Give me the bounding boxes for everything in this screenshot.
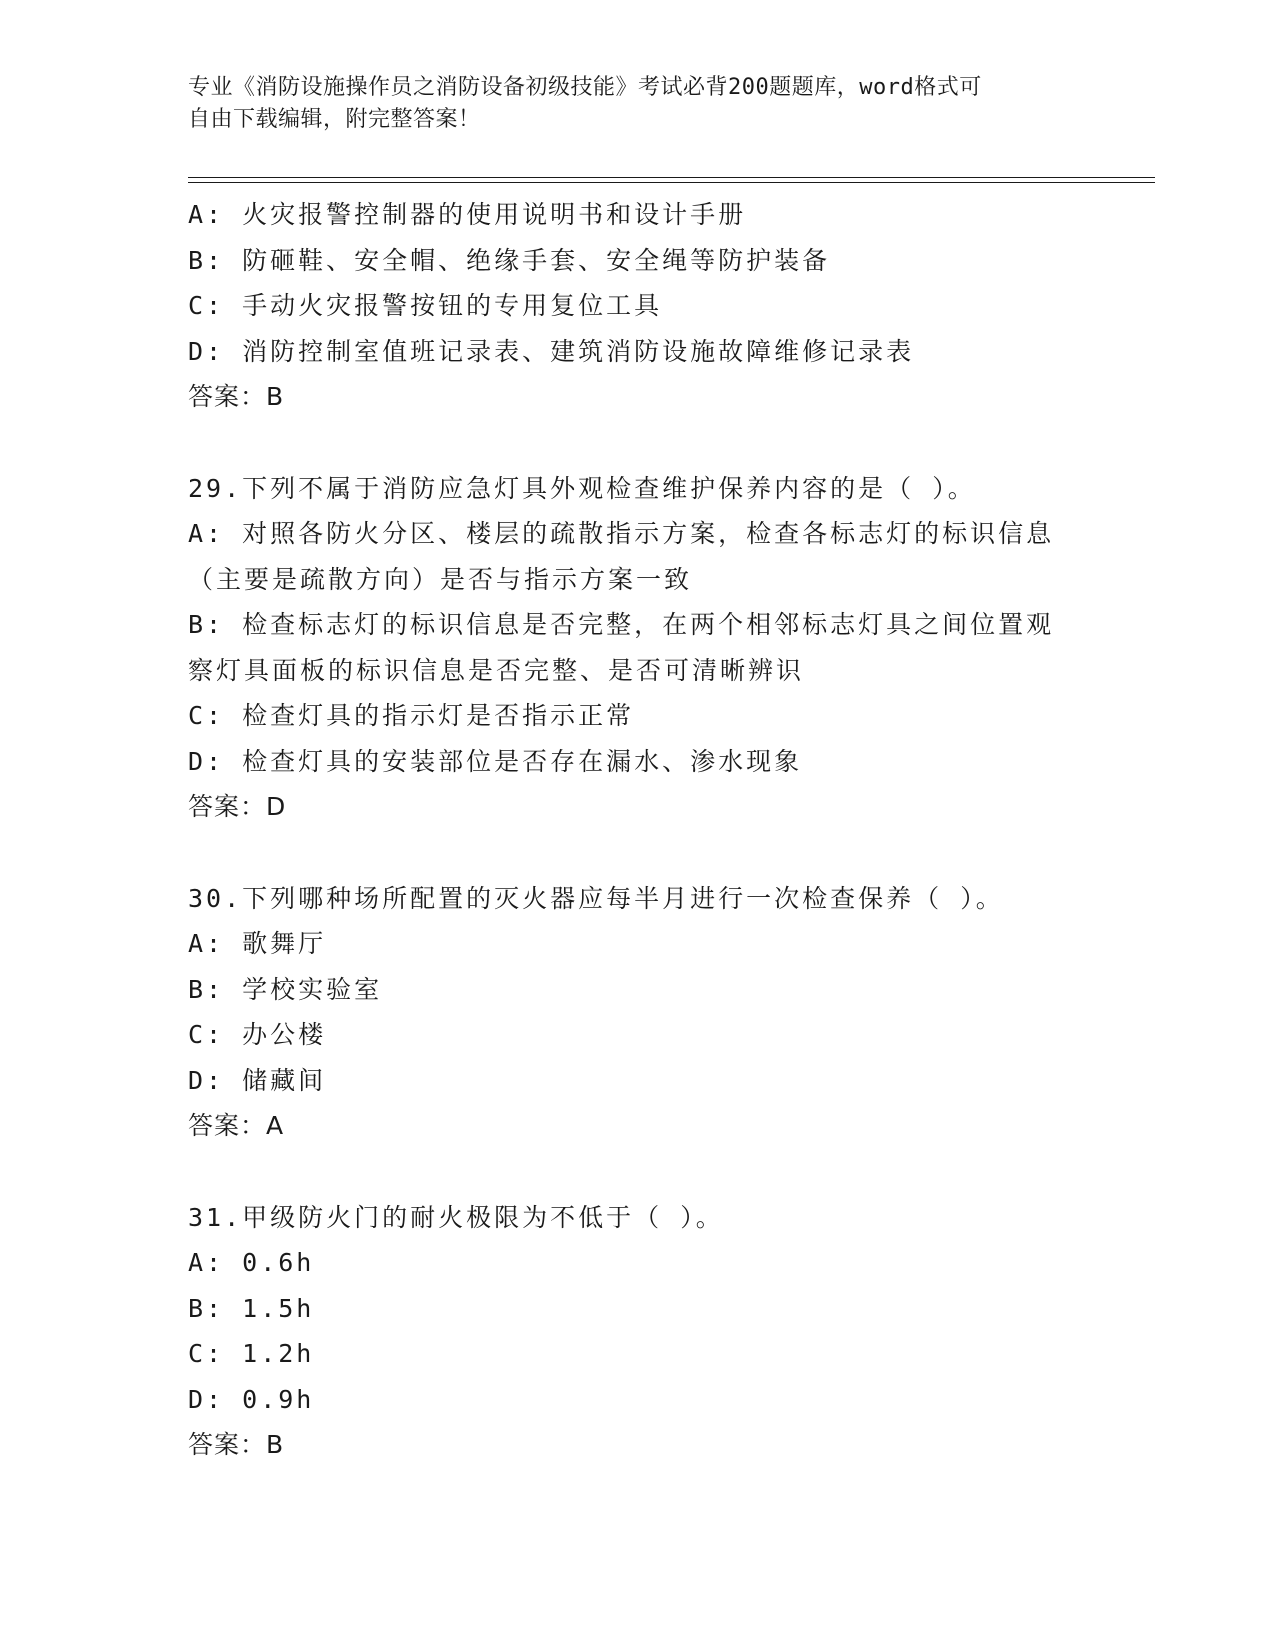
q29-answer: 答案：D	[188, 792, 287, 821]
q30-option-d: D: 储藏间	[188, 1065, 327, 1095]
header-divider-bottom	[188, 182, 1155, 183]
q29-option-a-continued: （主要是疏散方向）是否与指示方案一致	[188, 564, 693, 594]
question-31-block	[188, 1195, 1088, 1468]
q29-option-a: A: 对照各防火分区、楼层的疏散指示方案，检查各标志灯的标识信息	[188, 519, 1055, 548]
question-list	[188, 192, 1088, 1468]
q31-option-b: B: 1.5h	[188, 1293, 315, 1323]
q30-question-text: 30.下列哪种场所配置的灭火器应每半月进行一次检查保养（ ）。	[188, 883, 1004, 913]
question-29-block	[188, 466, 1088, 830]
q29-question-text: 29.下列不属于消防应急灯具外观检查维护保养内容的是（ ）。	[188, 473, 976, 503]
q30-answer: 答案：A	[188, 1111, 285, 1140]
q31-option-c: C: 1.2h	[188, 1339, 315, 1368]
q29-option-c: C: 检查灯具的指示灯是否指示正常	[188, 701, 635, 730]
q29-option-d: D: 检查灯具的安装部位是否存在漏水、渗水现象	[188, 746, 803, 776]
header-divider-top	[188, 177, 1155, 178]
q31-option-a: A: 0.6h	[188, 1248, 315, 1277]
q30-option-c: C: 办公楼	[188, 1020, 327, 1049]
q31-answer: 答案：B	[188, 1430, 285, 1459]
document-header: 专业《消防设施操作员之消防设备初级技能》考试必背200题题库，word格式可 自由下载编辑，附完整答案！	[188, 75, 982, 132]
q28-answer: 答案：B	[188, 382, 285, 411]
q29-option-b: B: 检查标志灯的标识信息是否完整，在两个相邻标志灯具之间位置观	[188, 610, 1055, 639]
question-30-block	[188, 876, 1088, 1149]
q28-option-b: B: 防砸鞋、安全帽、绝缘手套、安全绳等防护装备	[188, 245, 831, 275]
q28-option-a: A: 火灾报警控制器的使用说明书和设计手册	[188, 200, 747, 229]
q29-option-b-continued: 察灯具面板的标识信息是否完整、是否可清晰辨识	[188, 655, 805, 685]
question-28-block	[188, 192, 1088, 420]
q30-option-b: B: 学校实验室	[188, 974, 383, 1004]
q30-option-a: A: 歌舞厅	[188, 929, 327, 958]
q31-question-text: 31.甲级防火门的耐火极限为不低于（ ）。	[188, 1202, 724, 1232]
q31-option-d: D: 0.9h	[188, 1384, 315, 1414]
q28-option-c: C: 手动火灾报警按钮的专用复位工具	[188, 291, 663, 320]
q28-option-d: D: 消防控制室值班记录表、建筑消防设施故障维修记录表	[188, 336, 915, 366]
